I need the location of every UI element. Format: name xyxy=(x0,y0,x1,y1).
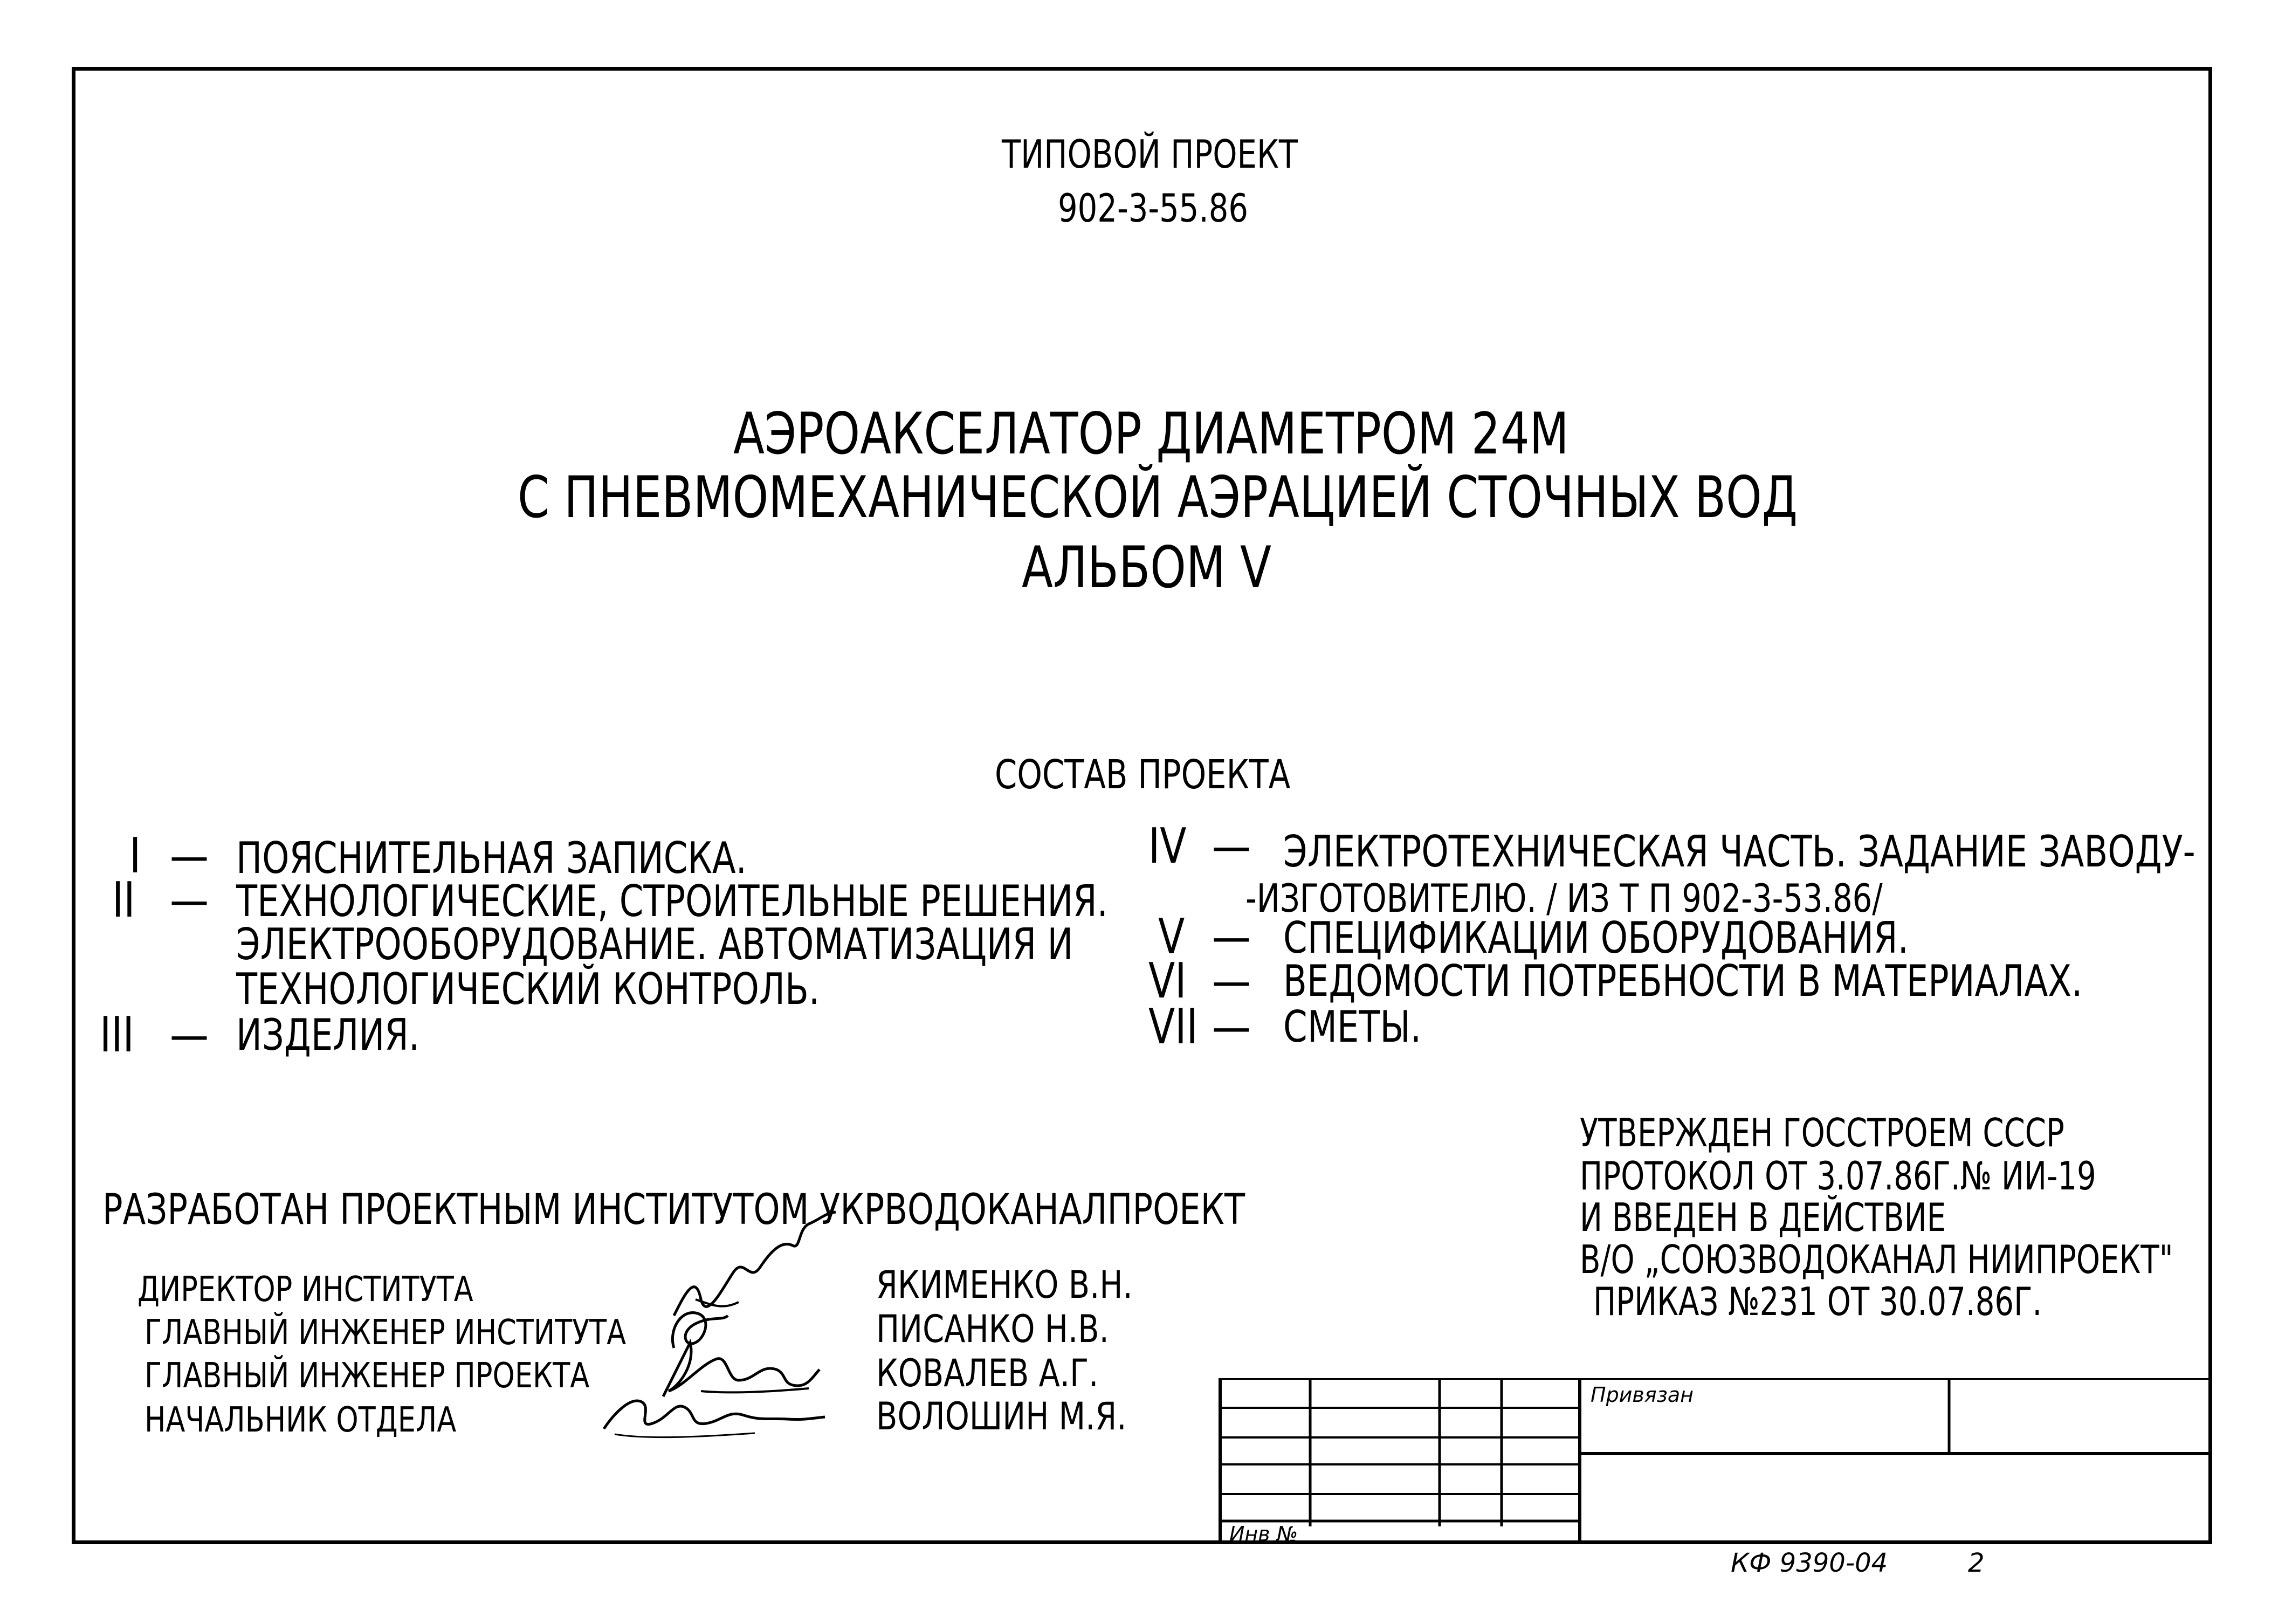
section-dash-1: — xyxy=(170,828,209,884)
section-item-4-line-2: -ИЗГОТОВИТЕЛЮ. / ИЗ Т П 902-3-53.86/ xyxy=(1245,876,1883,921)
signatory-role-2: ГЛАВНЫЙ ИНЖЕНЕР ИНСТИТУТА xyxy=(144,1313,627,1353)
signatory-name-1: ЯКИМЕНКО В.Н. xyxy=(876,1263,1133,1307)
section-number-5: V xyxy=(1158,909,1185,965)
signatory-name-2: ПИСАНКО Н.В. xyxy=(876,1307,1109,1351)
section-item-1: ПОЯСНИТЕЛЬНАЯ ЗАПИСКА. xyxy=(236,833,747,883)
section-dash-2: — xyxy=(170,872,209,928)
title-line-1: АЭРОАКСЕЛАТОР ДИАМЕТРОМ 24М xyxy=(733,401,1569,467)
section-item-4-line-1: ЭЛЕКТРОТЕХНИЧЕСКАЯ ЧАСТЬ. ЗАДАНИЕ ЗАВОДУ- xyxy=(1283,827,2195,877)
inventory-number-label: Инв № xyxy=(1229,1522,1298,1546)
section-number-3: III xyxy=(100,1007,134,1063)
section-item-6: ВЕДОМОСТИ ПОТРЕБНОСТИ В МАТЕРИАЛАХ. xyxy=(1283,956,2083,1006)
developer-statement: РАЗРАБОТАН ПРОЕКТНЫМ ИНСТИТУТОМ УКРВОДОКАНАЛПРОЕКТ xyxy=(102,1186,1245,1234)
section-number-2: II xyxy=(112,872,135,928)
section-dash-6: — xyxy=(1212,953,1251,1009)
title-line-2: С ПНЕВМОМЕХАНИЧЕСКОЙ АЭРАЦИЕЙ СТОЧНЫХ ВОД xyxy=(518,464,1798,531)
approval-line-4: В/О „СОЮЗВОДОКАНАЛ НИИПРОЕКТ" xyxy=(1580,1237,2173,1282)
approval-line-5: ПРИКАЗ №231 ОТ 30.07.86Г. xyxy=(1593,1279,2042,1324)
section-number-7: VII xyxy=(1148,999,1198,1055)
title-block-stamp xyxy=(1219,1378,2212,1544)
signatory-name-4: ВОЛОШИН М.Я. xyxy=(876,1394,1127,1439)
section-item-7: СМЕТЫ. xyxy=(1283,1002,1422,1052)
approval-line-3: И ВВЕДЕН В ДЕЙСТВИЕ xyxy=(1580,1195,1946,1240)
composition-heading: СОСТАВ ПРОЕКТА xyxy=(995,752,1291,798)
signatory-role-3: ГЛАВНЫЙ ИНЖЕНЕР ПРОЕКТА xyxy=(144,1356,590,1396)
section-item-2-line-2: ЭЛЕКТРООБОРУДОВАНИЕ. АВТОМАТИЗАЦИЯ И xyxy=(236,919,1073,969)
approval-line-2: ПРОТОКОЛ ОТ 3.07.86Г.№ ИИ-19 xyxy=(1580,1153,2096,1199)
signatory-role-1: ДИРЕКТОР ИНСТИТУТА xyxy=(137,1270,473,1310)
section-number-6: VI xyxy=(1148,953,1187,1009)
document-code: КФ 9390-04 xyxy=(1731,1548,1888,1578)
signatory-name-3: КОВАЛЕВ А.Г. xyxy=(876,1351,1099,1395)
section-item-5: СПЕЦИФИКАЦИИ ОБОРУДОВАНИЯ. xyxy=(1283,913,1909,963)
signature-department-head xyxy=(593,1386,830,1445)
project-number: 902-3-55.86 xyxy=(1058,185,1249,231)
album-title: АЛЬБОМ V xyxy=(1022,534,1272,601)
section-dash-5: — xyxy=(1212,909,1251,965)
section-item-2-line-3: ТЕХНОЛОГИЧЕСКИЙ КОНТРОЛЬ. xyxy=(236,964,820,1014)
section-number-1: I xyxy=(129,828,141,884)
section-item-3: ИЗДЕЛИЯ. xyxy=(236,1010,420,1060)
section-dash-7: — xyxy=(1212,999,1251,1055)
project-type-label: ТИПОВОЙ ПРОЕКТ xyxy=(1002,132,1298,177)
section-dash-4: — xyxy=(1212,818,1251,875)
bound-label: Привязан xyxy=(1591,1383,1694,1407)
signatory-role-4: НАЧАЛЬНИК ОТДЕЛА xyxy=(144,1400,457,1440)
approval-line-1: УТВЕРЖДЕН ГОССТРОЕМ СССР xyxy=(1580,1110,2064,1155)
sheet-number: 2 xyxy=(1968,1548,1985,1578)
section-item-2-line-1: ТЕХНОЛОГИЧЕСКИЕ, СТРОИТЕЛЬНЫЕ РЕШЕНИЯ. xyxy=(236,876,1108,926)
section-dash-3: — xyxy=(170,1007,209,1063)
section-number-4: IV xyxy=(1148,818,1187,875)
